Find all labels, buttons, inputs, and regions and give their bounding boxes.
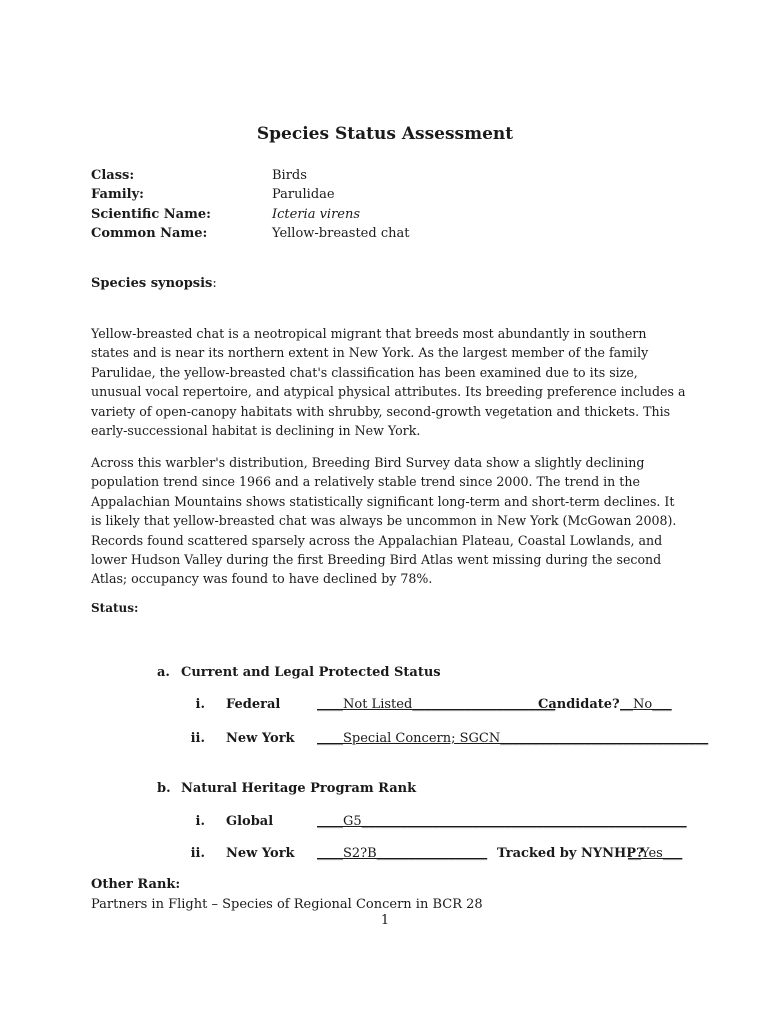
global-marker: i. <box>195 814 205 829</box>
scientific-name-label: Scientific Name: <box>91 207 211 222</box>
ny-legal-marker: ii. <box>190 731 205 746</box>
candidate-value: __No___ <box>620 697 672 712</box>
synopsis-paragraph-2: Across this warbler's distribution, Breeding Bird Survey data show a slightly declining population trend since 1966 and a relatively stable trend since 2000. The trend in the Appalachian Mountains shows statistically significant long-term and short-term declines. It is likely that yellow-breasted chat was always be uncommon in New York (McGowan 2008). Records found scattered sparsely across the Appalachian Plateau, Coastal Lowlands, and lower Hudson Valley during the first Breeding Bird Atlas went missing during the second Atlas; occupancy was found to have declined by 78%. <box>91 455 677 587</box>
ny-rank-value: ____S2?B_________________ <box>317 846 488 861</box>
status-heading: Status: <box>91 601 139 615</box>
candidate-label: Candidate? <box>538 697 620 712</box>
federal-label: Federal <box>226 697 281 712</box>
synopsis-heading-colon: : <box>212 276 217 291</box>
section-a-marker: a. <box>157 665 170 680</box>
page-title: Species Status Assessment <box>256 124 514 144</box>
synopsis-heading-text: Species synopsis <box>91 276 213 291</box>
section-b-title: Natural Heritage Program Rank <box>181 781 417 796</box>
page-number: 1 <box>380 913 390 928</box>
synopsis-heading <box>91 276 217 291</box>
global-rank-value: ____G5__________________________________________________ <box>317 814 687 829</box>
global-label: Global <box>226 814 274 829</box>
class-value: Birds <box>272 168 307 183</box>
tracked-label: Tracked by NYNHP? <box>497 846 644 861</box>
family-value: Parulidae <box>272 187 335 202</box>
section-a-title: Current and Legal Protected Status <box>181 665 441 680</box>
ny-legal-label: New York <box>226 731 295 746</box>
other-rank-heading: Other Rank: <box>91 877 181 892</box>
tracked-value: __Yes___ <box>628 846 683 861</box>
scientific-name-value: Icteria virens <box>272 207 361 222</box>
section-b-marker: b. <box>157 781 171 796</box>
synopsis-paragraph-1: Yellow-breasted chat is a neotropical migrant that breeds most abundantly in southern states and is near its northern extent in New York. As the largest member of the family Parulidae, the yellow-breasted chat's classification has been examined due to its size, unusual vocal repertoire, and atypical physical attributes. Its breeding preference includes a variety of open-canopy habitats with shrubby, second-growth vegetation and thickets. This early-successional habitat is declining in New York. <box>91 326 686 439</box>
common-name-label: Common Name: <box>91 226 208 241</box>
federal-marker: i. <box>195 697 205 712</box>
ny-legal-status-value: ____Special Concern; SGCN________________________________ <box>317 731 709 746</box>
federal-status-value: ____Not Listed______________________ <box>317 697 556 712</box>
ny-rank-marker: ii. <box>190 846 205 861</box>
class-label: Class: <box>91 168 135 183</box>
common-name-value: Yellow-breasted chat <box>272 226 410 241</box>
other-rank-text: Partners in Flight – Species of Regional Concern in BCR 28 <box>91 897 483 912</box>
ny-rank-label: New York <box>226 846 295 861</box>
family-label: Family: <box>91 187 144 202</box>
